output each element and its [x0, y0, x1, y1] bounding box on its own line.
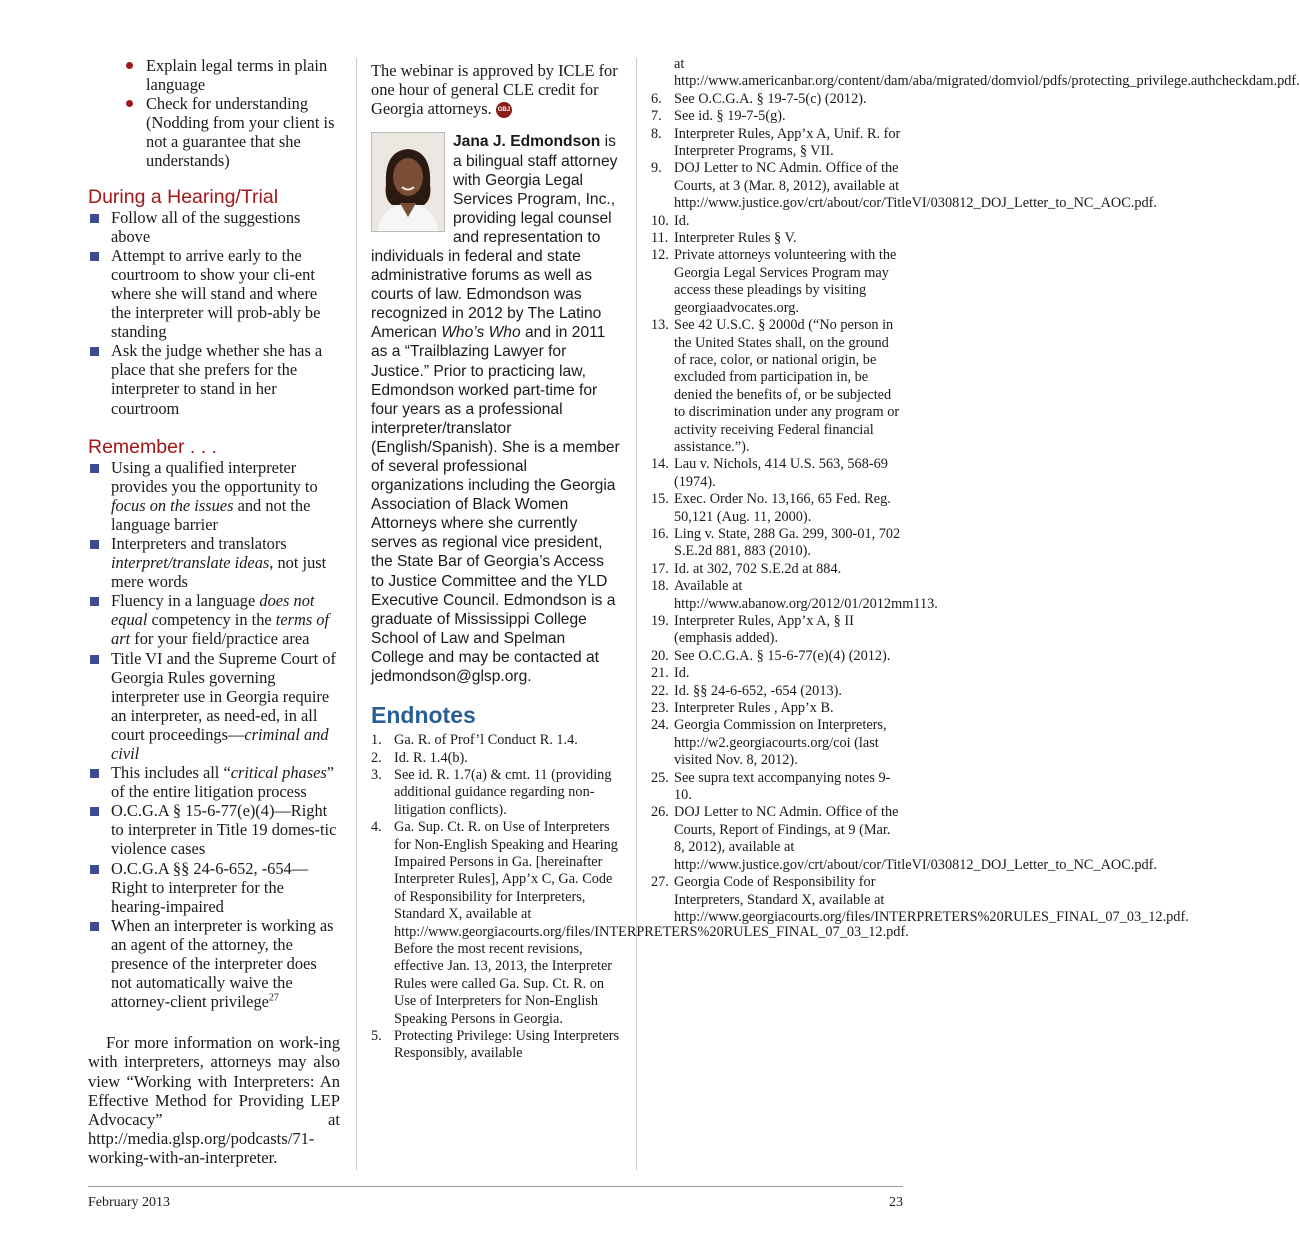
author-photo: [371, 132, 445, 232]
column-3: [651, 56, 1300, 926]
list-item: 6. See O.C.G.A. § 19-7-5(c) (2012).: [651, 90, 867, 107]
list-item: 10. Id.: [651, 212, 690, 229]
endnotes-heading: Endnotes: [371, 702, 476, 729]
intro-bullet-list: [88, 56, 340, 171]
list-item: Title VI and the Supreme Court of Georgia Rules governing interpreter use in Georgia require an interpreter, as need-ed, in all court proceedings—criminal and civil: [88, 649, 340, 764]
list-item: 13. See 42 U.S.C. § 2000d (“No person in the United States shall, on the ground of race, color, or national origin, be excluded from participation in, be denied the benefits of, or be subjected to discrimination under any program or activity receiving Federal financial assistance.”).: [651, 317, 900, 455]
list-item: 17. Id. at 302, 702 S.E.2d at 884.: [651, 560, 842, 577]
list-item: 5. Protecting Privilege: Using Interpreters Responsibly, available: [371, 1028, 620, 1062]
list-item: Ask the judge whether she has a place that she prefers for the interpreter to stand in her courtroom: [88, 341, 340, 417]
list-item: 9. DOJ Letter to NC Admin. Office of the Courts, at 3 (Mar. 8, 2012), available at http://www.justice.gov/crt/about/cor/TitleVI/030812_DOJ_Letter_to_NC_AOC.pdf.: [651, 160, 1158, 212]
list-item: 11. Interpreter Rules § V.: [651, 230, 797, 247]
list-item: 3. See id. R. 1.7(a) & cmt. 11 (providing additional guidance regarding non-litigation conflicts).: [371, 766, 612, 818]
list-item: 18. Available at http://www.abanow.org/2012/01/2012mm113.: [651, 578, 938, 612]
list-item: Attempt to arrive early to the courtroom to show your cli-ent where she will stand and where the interpreter will prob-ably be standing: [88, 246, 340, 341]
endnotes-list-b: [651, 56, 1300, 926]
list-item: 20. See O.C.G.A. § 15-6-77(e)(4) (2012).: [651, 647, 891, 664]
list-item: Explain legal terms in plain language: [88, 56, 340, 94]
list-item: 21. Id.: [651, 665, 690, 682]
footnote-ref: 27: [268, 992, 279, 1004]
remember-list: [88, 458, 340, 1012]
list-item: 23. Interpreter Rules , App’x B.: [651, 700, 834, 717]
column-1: [88, 56, 340, 1167]
list-item: 19. Interpreter Rules, App’x A, § II (emphasis added).: [651, 613, 854, 647]
list-item: 12. Private attorneys volunteering with the Georgia Legal Services Program may access these pleadings by visiting georgiaadvocates.org.: [651, 247, 897, 316]
list-item: O.C.G.A § 15-6-77(e)(4)—Right to interpreter in Title 19 domes-tic violence cases: [88, 801, 340, 858]
list-item: Check for understanding (Nodding from your client is not a guarantee that she understands): [88, 94, 340, 170]
more-info-paragraph: For more information on work-ing with interpreters, attorneys may also view “Working with Interpreters: An Effective Method for Providing LEP Advocacy” at http://media.glsp.org/podcasts/71-working-with-an-interpreter.: [88, 1033, 340, 1167]
section-heading-hearing: During a Hearing/Trial: [88, 185, 279, 208]
list-item: 22. Id. §§ 24-6-652, -654 (2013).: [651, 682, 842, 699]
list-item: O.C.G.A §§ 24-6-652, -654—Right to interpreter for the hearing-impaired: [88, 859, 340, 916]
webinar-note: The webinar is approved by ICLE for one hour of general CLE credit for Georgia attorneys. GBJ: [371, 61, 618, 119]
column-divider-2: [636, 58, 637, 1170]
list-item: Using a qualified interpreter provides you the opportunity to focus on the issues and not the language barrier: [88, 458, 340, 534]
list-item: Fluency in a language does not equal competency in the terms of art for your field/practice area: [88, 591, 340, 648]
page-number: 23: [889, 1195, 903, 1210]
hearing-list: [88, 208, 340, 418]
list-item: 4. Ga. Sup. Ct. R. on Use of Interpreters for Non-English Speaking and Hearing Impaired Persons in Ga. [hereinafter Interpreter Rules], App’x C, Ga. Code of Responsibility for Interpreters, Standard X, available at http://www.georgiacourts.org/files/INTERPRETERS%20RULES_FINAL_07_03_12.pdf. Before the most recent revisions, effective Jan. 13, 2013, the Interpreter Rules were called Ga. Sup. Ct. R. on Use of Interpreters for Non-English Speaking Persons in Georgia.: [371, 819, 909, 1027]
list-item: This includes all “critical phases” of the entire litigation process: [88, 763, 340, 801]
list-item: 14. Lau v. Nichols, 414 U.S. 563, 568-69 (1974).: [651, 456, 888, 490]
list-item: 2. Id. R. 1.4(b).: [371, 749, 468, 766]
list-item: Interpreters and translators interpret/translate ideas, not just mere words: [88, 534, 340, 591]
list-item: 16. Ling v. State, 288 Ga. 299, 300-01, 702 S.E.2d 881, 883 (2010).: [651, 525, 901, 560]
list-item: When an interpreter is working as an agent of the attorney, the presence of the interpreter does not automatically waive the attorney-client privilege$^{27}$: [88, 916, 340, 1011]
list-item: 24. Georgia Commission on Interpreters, http://w2.georgiacourts.org/coi (last visited Nov. 8, 2012).: [651, 717, 887, 769]
portrait-image: [372, 133, 444, 231]
list-item: 27. Georgia Code of Responsibility for Interpreters, Standard X, available at http://www.georgiacourts.org/files/INTERPRETERS%20RULES_FINAL_07_03_12.pdf.: [651, 874, 1189, 925]
list-item: 25. See supra text accompanying notes 9-10.: [651, 769, 891, 804]
list-item: 26. DOJ Letter to NC Admin. Office of the Courts, Report of Findings, at 9 (Mar. 8, 2012), available at http://www.justice.gov/crt/about/cor/TitleVI/030812_DOJ_Letter_to_NC_AOC.pdf.: [651, 804, 1158, 873]
footer-date: February 2013: [88, 1195, 171, 1210]
list-item: Follow all of the suggestions above: [88, 208, 340, 246]
author-name: Jana J. Edmondson: [453, 133, 601, 151]
page-footer: [88, 1186, 903, 1210]
list-item: 8. Interpreter Rules, App’x A, Unif. R. for Interpreter Programs, § VII.: [651, 125, 901, 160]
list-item: 1. Ga. R. of Prof’l Conduct R. 1.4.: [371, 732, 578, 749]
list-item: at http://www.americanbar.org/content/dam/aba/migrated/domviol/pdfs/protecting_privilege.authcheckdam.pdf.: [674, 56, 1300, 90]
column-divider-1: [356, 58, 357, 1170]
section-heading-remember: Remember . . .: [88, 435, 217, 458]
list-item: 15. Exec. Order No. 13,166, 65 Fed. Reg. 50,121 (Aug. 11, 2000).: [651, 491, 891, 525]
author-bio: Jana J. Edmondson is a bilingual staff attorney with Georgia Legal Services Program, Inc., providing legal counsel and representation to individuals in federal and state administrative forums as well as courts of law. Edmondson was recognized in 2012 by The Latino American Who’s Who and in 2011 as a “Trailblazing Lawyer for Justice.” Prior to practicing law, Edmondson worked part-time for four years as a professional interpreter/translator (English/Spanish). She is a member of several professional organizations including the Georgia Association of Black Women Attorneys where she currently serves as regional vice president, the State Bar of Georgia’s Access to Justice Committee and the YLD Executive Council. Edmondson is a graduate of Mississippi College School of Law and Spelman College and may be contacted at jedmondson@glsp.org.: [371, 133, 620, 686]
gbj-badge-icon: GBJ: [496, 102, 512, 118]
list-item: 7. See id. § 19-7-5(g).: [651, 108, 786, 125]
